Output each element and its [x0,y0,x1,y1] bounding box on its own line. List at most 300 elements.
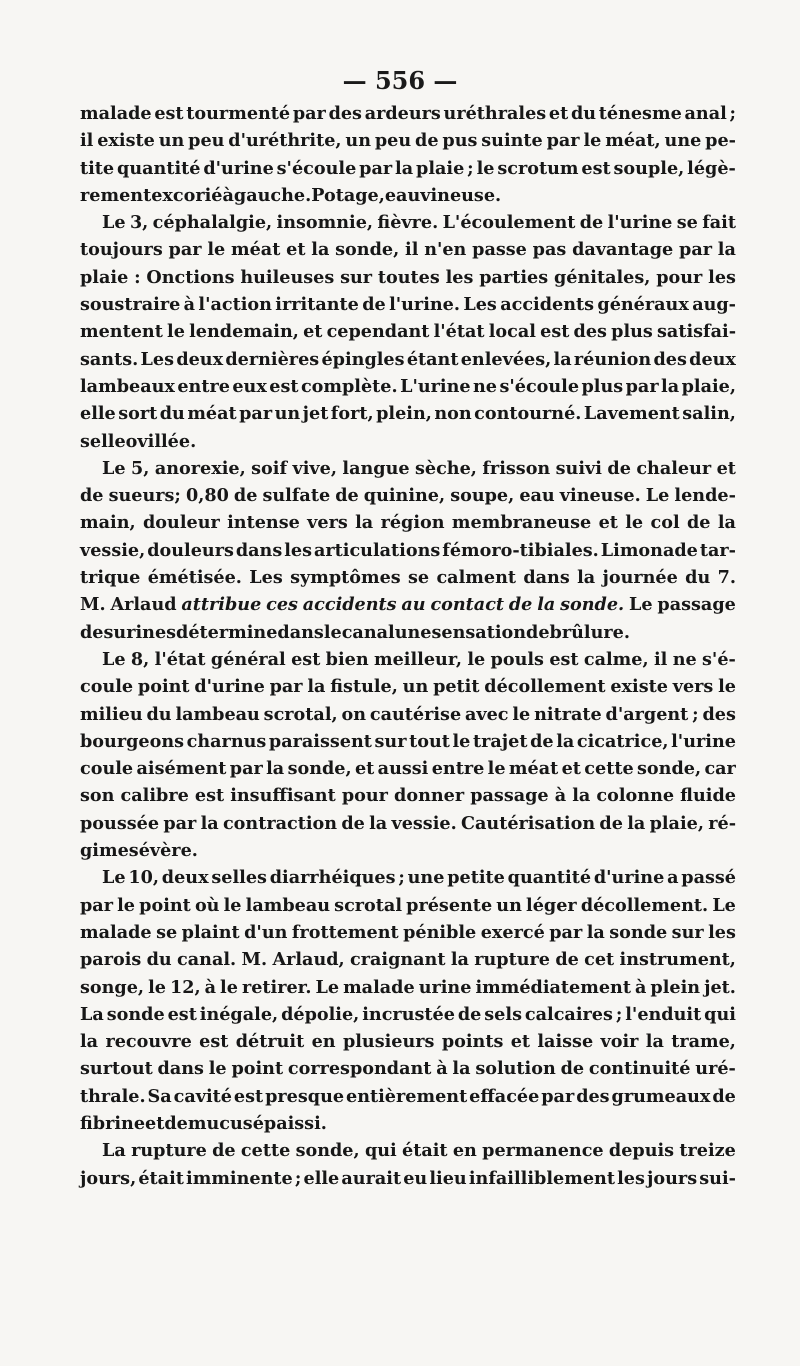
word: pe- [705,130,736,152]
text-line [80,373,736,400]
word: fort, [330,403,374,425]
word: ré- [708,812,736,834]
word: Cautérisation [461,812,596,834]
word: cependant [326,321,430,343]
word: les [708,266,736,288]
word: la [80,1031,99,1053]
word: car [704,758,736,780]
word: a [667,867,679,889]
word: sonde, [287,758,352,780]
word: lambeaux [80,375,175,397]
text-line [80,1055,736,1082]
word: qui [364,1140,397,1162]
word: de [607,457,631,479]
word: malade [80,921,152,943]
word: Le [629,594,653,616]
word: le [167,321,185,343]
word: dépolie, [281,1003,360,1025]
word: souple, [613,157,685,179]
word: points [441,1031,504,1053]
word: rupture [474,949,550,971]
word: depuis [608,1140,675,1162]
word: l'urine. [389,294,460,316]
word: ; [729,103,736,124]
word: le [487,758,506,780]
word: fluide [680,785,736,807]
word: chaleur [636,457,712,479]
word: la [311,239,330,261]
word: milieu [80,703,143,725]
word: tite [80,157,115,179]
word: le [207,239,226,261]
word: lambeau [245,894,331,916]
word: est [154,103,184,124]
word: les [708,921,736,943]
word: recouvre [105,1031,192,1053]
paragraph [80,100,736,209]
word: et [716,457,736,479]
word: calibre [120,785,189,807]
text-line [80,1110,736,1137]
word: peu [374,130,412,152]
word: treize [679,1140,736,1162]
italic-word: de [508,594,533,616]
word: plus [581,375,624,397]
word: brûlure. [549,621,630,643]
word: elle [303,1167,340,1189]
paragraph [80,209,736,455]
word: le [220,976,238,998]
word: le [625,512,644,534]
word: le [208,1058,227,1080]
word: incrustée [362,1003,455,1025]
word: quantité [117,157,201,179]
word: de [335,485,359,507]
word: point [139,894,191,916]
word: pénible [403,921,477,943]
word: canal [341,621,395,643]
word: s'écoule [276,157,357,179]
word: le [467,648,486,670]
word: épingles [321,348,405,370]
word: jet [302,403,329,425]
word: thrale. [80,1085,146,1107]
word: Les [463,294,497,316]
word: de [560,1058,585,1080]
word: existe [610,676,668,698]
word: un [274,403,301,425]
word: fièvre. [377,212,439,234]
word: n'en [424,239,467,261]
word: infailliblement [468,1167,615,1189]
word: aurait [341,1167,402,1189]
word: parois [80,949,142,971]
word: de [599,812,623,834]
word: soif [251,457,288,479]
paragraph [80,1137,736,1192]
word: 3, [129,212,149,234]
word: : [134,266,141,288]
word: trame, [671,1031,736,1053]
word: suivi [555,457,602,479]
word: Les [140,348,175,370]
word: cavité [173,1085,232,1107]
word: L'urine [400,375,471,397]
word: le [583,130,602,152]
word: toujours [80,239,163,261]
text-line [80,400,736,427]
word: l'action [198,294,272,316]
word: nitrate [534,703,602,725]
word: malade [80,103,152,124]
text-line [80,1137,736,1164]
word: ardeurs [364,103,441,124]
paragraph [80,455,736,646]
word: immédiatement [475,976,631,998]
word: est [581,157,611,179]
word: le [452,730,471,752]
text-line [80,318,736,345]
word: toutes [377,266,440,288]
word: de [362,294,386,316]
word: voir [600,1031,639,1053]
word: Lavement [583,403,680,425]
word: dernières [225,348,320,370]
word: intense [227,512,300,534]
word: enlevées, [460,348,552,370]
word: ne [473,375,498,397]
word: tar- [699,539,736,561]
word: de [579,212,604,234]
word: est [199,1031,229,1053]
word: coule [80,758,134,780]
word: M. [80,594,106,616]
word: méat [187,403,237,425]
word: est [167,1003,197,1025]
word: ne [672,648,697,670]
word: scrotal [334,894,403,916]
word: d'uréthrite, [228,130,342,152]
word: d'urine [593,867,665,889]
word: avec [464,703,509,725]
word: ; [398,867,405,889]
word: aussi [377,758,429,780]
word: lieu [429,1167,467,1189]
word: tout [409,730,450,752]
word: trajet [472,730,528,752]
word: la [200,812,219,834]
word: le [512,703,531,725]
text-line [80,892,736,919]
word: fémoro-tibiales. [442,539,599,561]
word: son [80,785,115,807]
word: vive, [292,457,337,479]
word: davantage [572,239,674,261]
word: satisfai- [657,321,736,343]
word: articulations [313,539,441,561]
word: général [210,648,286,670]
italic-word: contact [430,594,505,616]
word: songe, [80,976,145,998]
word: plaie, [649,812,704,834]
word: sulfate [262,485,331,507]
word: il [80,130,94,152]
word: mentent [80,321,163,343]
text-line [80,209,736,236]
word: étant [406,348,459,370]
word: il [405,239,419,261]
word: urines [113,621,177,643]
word: L'écoulement [442,212,576,234]
word: méat, [605,130,661,152]
text-line [80,100,736,127]
word: selle [80,430,126,452]
word: région [380,512,445,534]
word: La [102,1140,126,1162]
word: décollement. [580,894,709,916]
word: point [137,676,190,698]
word: peu [188,130,225,152]
word: sévère. [128,840,198,862]
word: entièrement [346,1085,468,1107]
word: par [292,103,326,124]
word: d'urine [194,676,265,698]
word: est [540,321,570,343]
word: eux [232,375,267,397]
word: est [194,785,225,807]
word: d'un [244,921,288,943]
text-line [80,591,736,618]
word: existe [97,130,155,152]
word: correspondant [287,1058,432,1080]
word: Les [249,567,283,589]
word: génitales, [553,266,651,288]
word: exercé [480,921,545,943]
word: sort [118,403,158,425]
word: pour [341,785,388,807]
word: eau [384,184,421,206]
text-line [80,1028,736,1055]
word: bien [325,648,369,670]
word: petite [447,867,505,889]
word: eau [519,485,555,507]
word: plaie [416,157,465,179]
text-line [80,619,736,646]
word: est [233,1085,264,1107]
word: contourné. [474,403,582,425]
word: contraction [222,812,338,834]
text-line [80,236,736,263]
word: jours [647,1167,698,1189]
word: sels [484,1003,522,1025]
word: des [702,703,736,725]
word: de [457,1003,482,1025]
word: en [311,1031,336,1053]
word: de [555,949,579,971]
word: la [369,812,388,834]
word: sui- [699,1167,736,1189]
word: et [510,1031,531,1053]
word: ovillée. [125,430,197,452]
word: par [80,894,113,916]
word: inégale, [199,1003,279,1025]
word: imminente [186,1167,293,1189]
word: la [661,375,680,397]
text-line [80,182,736,209]
word: deux [689,348,736,370]
word: Arlaud [110,594,177,616]
word: laisse [537,1031,594,1053]
word: méat [231,239,281,261]
word: 12, [169,976,201,998]
text-line [80,564,736,591]
word: détermine [176,621,278,643]
word: se [408,567,430,589]
word: meilleur, [374,648,462,670]
word: et [303,321,323,343]
word: méat [508,758,559,780]
word: poussée [80,812,160,834]
word: la [577,567,596,589]
word: par [549,921,583,943]
word: le [223,894,242,916]
word: sensation [431,621,527,643]
word: les [617,1167,645,1189]
word: à [222,184,234,206]
text-line [80,837,736,864]
word: vineuse. [420,184,502,206]
text-line [80,1001,736,1028]
word: langue [342,457,410,479]
word: insuffisant [230,785,336,807]
word: des [328,103,362,124]
word: suinte [481,130,543,152]
body-text [80,100,736,1192]
word: de [341,812,365,834]
word: une [664,130,702,152]
word: et [354,758,375,780]
word: légè- [687,157,736,179]
word: colonne [596,785,675,807]
word: dans [523,567,570,589]
word: quinine, [363,485,446,507]
word: Limonade [600,539,698,561]
word: cette [240,1140,291,1162]
word: plaie, [681,375,736,397]
word: et [548,103,569,124]
word: était [402,1140,448,1162]
word: un [345,130,372,152]
word: Le [712,894,736,916]
word: cet [584,949,615,971]
word: malade [343,976,415,998]
word: une [407,867,445,889]
word: 7. [717,567,736,589]
word: de [526,621,550,643]
word: passage [657,594,736,616]
text-line [80,264,736,291]
word: Potage, [311,184,385,206]
word: frottement [291,921,399,943]
word: uréthrales [443,103,547,124]
word: donner [394,785,465,807]
word: lambeau [175,703,260,725]
italic-word: sonde. [560,594,625,616]
word: selles [211,867,267,889]
word: on [341,703,367,725]
text-line [80,782,736,809]
word: 5, [131,457,150,479]
word: un [158,130,185,152]
word: pouls [490,648,544,670]
page-number: — 556 — [342,66,458,95]
word: 0,80 [185,485,229,507]
word: une [394,621,432,643]
word: fistule, [330,676,398,698]
word: charnus [186,730,267,752]
word: Le [102,212,126,234]
word: pour [656,266,703,288]
word: la [553,348,572,370]
word: la [717,512,736,534]
word: non [434,403,472,425]
word: bourgeons [80,730,185,752]
word: passe [472,239,527,261]
word: symptômes [290,567,401,589]
word: sèche, [415,457,477,479]
word: la [452,1058,471,1080]
word: généraux [597,294,689,316]
word: tourmenté [186,103,291,124]
word: sur [340,266,373,288]
word: ; [692,703,699,725]
word: plein [650,976,701,998]
word: du [570,103,597,124]
word: sonde [106,1003,165,1025]
word: complète. [300,375,398,397]
word: urine [418,976,472,998]
word: soupe, [450,485,515,507]
text-line [80,1165,736,1192]
word: permanence [482,1140,604,1162]
word: plus [611,321,653,343]
word: les [284,539,313,561]
word: rement [80,184,152,206]
word: est [269,375,299,397]
word: huileuses [240,266,335,288]
word: coule [80,676,134,698]
word: dans [235,539,283,561]
italic-word: ces [266,594,298,616]
word: sonde, [637,758,702,780]
word: lendemain, [189,321,299,343]
text-line [80,127,736,154]
word: la [586,921,605,943]
word: se [156,921,178,943]
italic-word: accidents [302,594,397,616]
word: sonde, [335,239,400,261]
word: douleurs [147,539,234,561]
word: sants. [80,348,139,370]
word: passage [470,785,549,807]
word: douleur [142,512,220,534]
text-line [80,455,736,482]
word: calme, [583,648,649,670]
word: jours, [80,1167,137,1189]
word: s'é- [702,648,736,670]
word: canal. [177,949,237,971]
word: à [635,976,647,998]
